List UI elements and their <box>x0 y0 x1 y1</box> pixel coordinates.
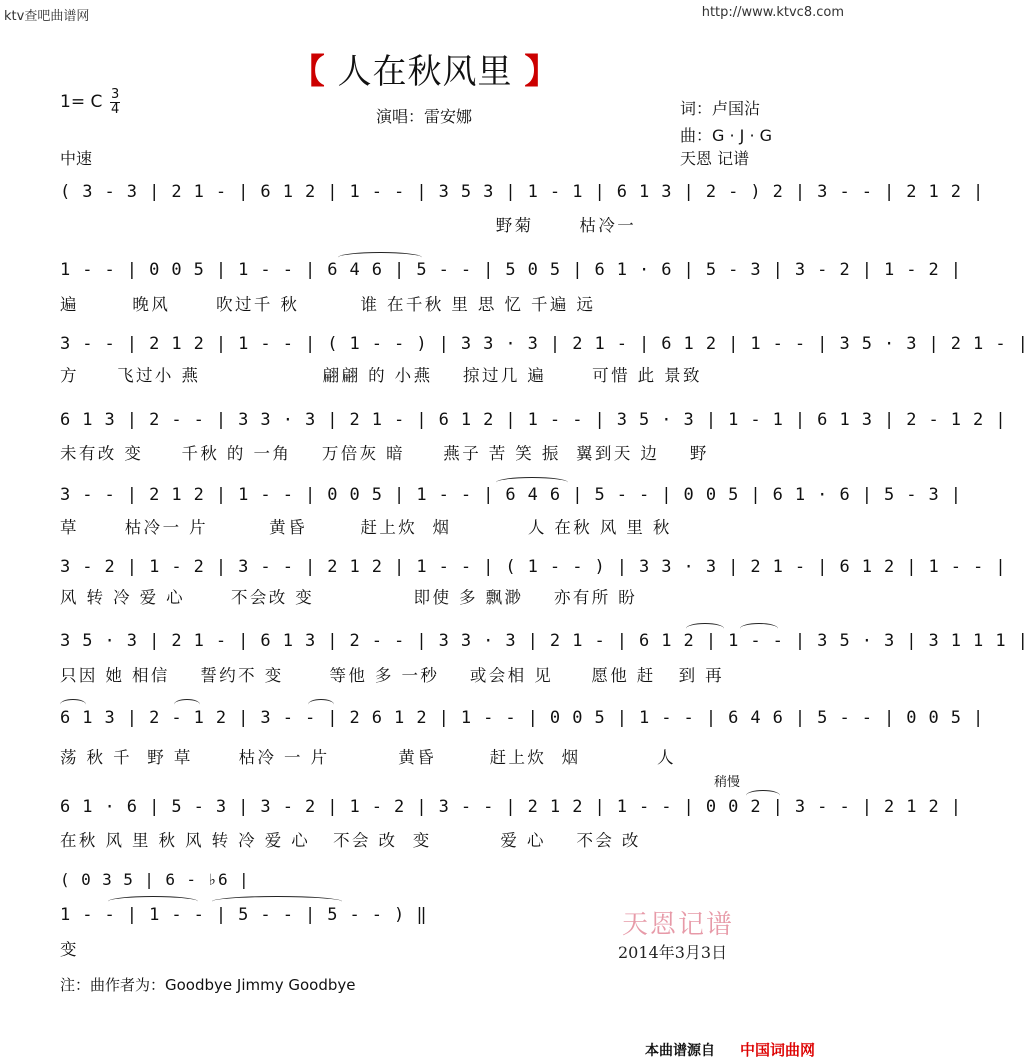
transcriber-stamp: 天恩记谱 <box>622 910 735 940</box>
score-row-5-lyrics: 草 枯冷一 片 黄昏 赶上炊 烟 人 在秋 风 里 秋 <box>60 518 672 537</box>
outro-upper-notes: ( 0 3 5 | 6 - ♭6 | <box>60 870 250 889</box>
tempo-marking: 中速 <box>60 149 93 168</box>
time-signature-top: 3 <box>111 87 120 102</box>
score-row-10-lyrics: 变 <box>60 940 79 959</box>
score-row-1-lyrics: 野菊 枯冷一 <box>60 216 637 235</box>
score-row-5-notes: 3 - - | 2 1 2 | 1 - - | 0 0 5 | 1 - - | 6 4 6 | 5 - - | 0 0 5 | 6 1 · 6 | 5 - 3 | <box>60 485 962 505</box>
score-row-6-lyrics: 风 转 冷 爱 心 不会改 变 即使 多 飘渺 亦有所 盼 <box>60 588 638 607</box>
source-site-link[interactable]: 中国词曲网 <box>740 1041 816 1059</box>
site-watermark-right: http://www.ktvc8.com <box>701 5 844 20</box>
time-signature <box>110 88 120 117</box>
singer-credit: 演唱：雷安娜 <box>376 107 473 126</box>
score-row-8-notes: 6 1 3 | 2 - 1 2 | 3 - - | 2 6 1 2 | 1 - - | 0 0 5 | 1 - - | 6 4 6 | 5 - - | 0 0 5 | <box>60 708 985 728</box>
ritard-marking: 稍慢 <box>714 775 741 790</box>
score-row-3-lyrics: 方 飞过小 燕 翩翩 的 小燕 掠过几 遍 可惜 此 景致 <box>60 366 702 385</box>
score-row-2-lyrics: 遍 晚风 吹过千 秋 谁 在千秋 里 思 忆 千遍 远 <box>60 295 596 314</box>
key-signature: 1= C <box>60 92 103 112</box>
score-row-1-notes: ( 3 - 3 | 2 1 - | 6 1 2 | 1 - - | 3 5 3 | 1 - 1 | 6 1 3 | 2 - ) 2 | 3 - - | 2 1 2 | <box>60 182 985 202</box>
score-row-8-lyrics: 荡 秋 千 野 草 枯冷 一 片 黄昏 赶上炊 烟 人 <box>60 748 676 767</box>
composer-note: 注：曲作者为：Goodbye Jimmy Goodbye <box>60 976 356 994</box>
source-label: 本曲谱源自 <box>645 1043 715 1059</box>
score-row-2-notes: 1 - - | 0 0 5 | 1 - - | 6 4 6 | 5 - - | 5 0 5 | 6 1 · 6 | 5 - 3 | 3 - 2 | 1 - 2 | <box>60 260 962 280</box>
title-bracket-open: 【 <box>290 52 326 92</box>
score-row-3-notes: 3 - - | 2 1 2 | 1 - - | ( 1 - - ) | 3 3 · 3 | 2 1 - | 6 1 2 | 1 - - | 3 5 · 3 | 2 1 - | <box>60 334 1029 354</box>
score-row-9-notes: 6 1 · 6 | 5 - 3 | 3 - 2 | 1 - 2 | 3 - - | 2 1 2 | 1 - - | 0 0 2 | 3 - - | 2 1 2 | <box>60 797 962 817</box>
score-row-10-notes: 1 - - | 1 - - | 5 - - | 5 - - ) ‖ <box>60 905 428 925</box>
site-watermark-left: ktv查吧曲谱网 <box>4 9 90 24</box>
score-row-7-notes: 3 5 · 3 | 2 1 - | 6 1 3 | 2 - - | 3 3 · 3 | 2 1 - | 6 1 2 | 1 - - | 3 5 · 3 | 3 1 1 1 | <box>60 631 1029 651</box>
transcriber-credit: 天恩 记谱 <box>680 149 750 168</box>
title-bracket-close: 】 <box>524 52 560 92</box>
time-signature-bottom: 4 <box>111 102 120 117</box>
song-title <box>0 44 850 93</box>
title-text: 人在秋风里 <box>337 52 513 92</box>
score-row-7-lyrics: 只因 她 相信 誓约不 变 等他 多 一秒 或会相 见 愿他 赶 到 再 <box>60 666 725 685</box>
score-row-4-lyrics: 未有改 变 千秋 的 一角 万倍灰 暗 燕子 苦 笑 振 翼到天 边 野 <box>60 444 709 463</box>
composer-credit: 曲：G · J · G <box>680 126 773 145</box>
transcription-date: 2014年3月3日 <box>618 943 728 962</box>
score-row-6-notes: 3 - 2 | 1 - 2 | 3 - - | 2 1 2 | 1 - - | ( 1 - - ) | 3 3 · 3 | 2 1 - | 6 1 2 | 1 - - | <box>60 557 1007 577</box>
lyricist-credit: 词：卢国沾 <box>680 99 761 118</box>
score-row-4-notes: 6 1 3 | 2 - - | 3 3 · 3 | 2 1 - | 6 1 2 | 1 - - | 3 5 · 3 | 1 - 1 | 6 1 3 | 2 - 1 2 | <box>60 410 1007 430</box>
score-row-9-lyrics: 在秋 风 里 秋 风 转 冷 爱 心 不会 改 变 爱 心 不会 改 <box>60 831 641 850</box>
